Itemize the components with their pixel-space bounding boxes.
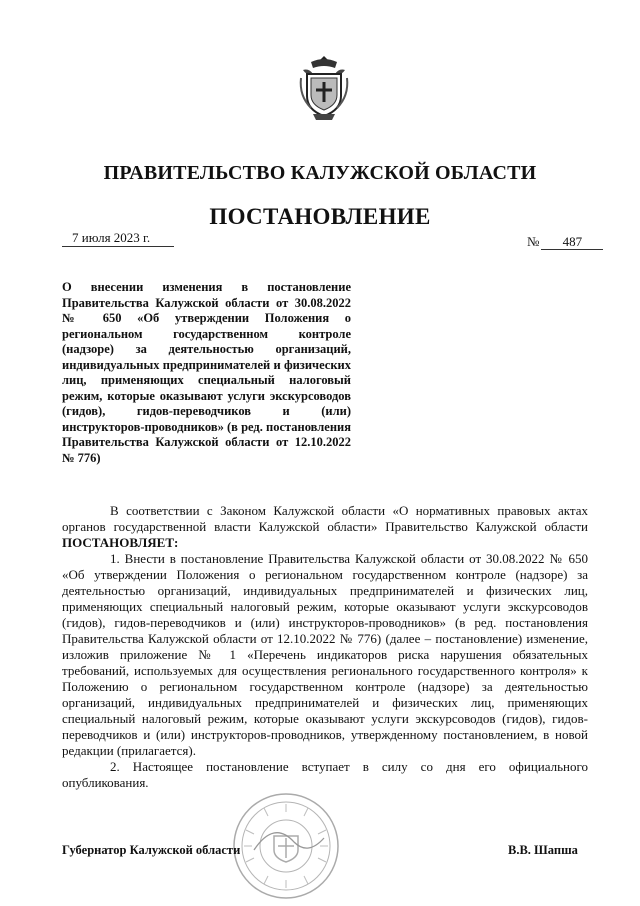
document-type: ПОСТАНОВЛЕНИЕ — [209, 204, 431, 229]
signatory-name: В.В. Шапша — [508, 843, 578, 857]
preamble-text: В соответствии с Законом Калужской области «О нормативных правовых актах органов государственной власти Калужской области» Правительство Калужской области — [62, 503, 588, 534]
number-value: 487 — [541, 234, 603, 250]
item-1-paragraph: 1. Внести в постановление Правительства Калужской области от 30.08.2022 № 650 «Об утверждении Положения о региональном государственном контроле (надзоре) за деятельностью организаций, индивидуальных предпринимателей и физических лиц, применяющих специальный налоговый режим, которые оказывают услуги экскурсоводов (гидов), гидов-переводчиков и (или) инструкторов-проводников» (в ред. постановления Правительства Калужской области от 12.10.2022 № 776) (далее – постановление) изменение, изложив приложение № 1 «Перечень индикаторов риска нарушения обязательных требований, используемых для осуществления регионального государственного контроля» к Положению о региональном государственном контроле (надзоре) за деятельностью организаций, индивидуальных предпринимателей и физических лиц, применяющих специальный налоговый режим, которые оказывают услуги экскурсоводов (гидов), гидов-переводчиков и (или) инструкторов-проводников, утвержденному постановлением, в новой редакции (прилагается). — [62, 551, 588, 758]
signatory-role: Губернатор Калужской области — [62, 843, 241, 857]
preamble-bold: ПОСТАНОВЛЯЕТ: — [62, 535, 179, 550]
item-2-paragraph: 2. Настоящее постановление вступает в силу со дня его официального опубликования. — [62, 759, 588, 790]
government-title: ПРАВИТЕЛЬСТВО КАЛУЖСКОЙ ОБЛАСТИ — [103, 162, 537, 184]
document-date: 7 июля 2023 г. — [62, 229, 174, 247]
number-sign: № — [527, 234, 540, 249]
seal-stamp-icon — [224, 790, 348, 902]
preamble-paragraph — [62, 503, 588, 551]
document-number — [527, 233, 603, 250]
document-body — [62, 503, 588, 791]
coat-of-arms-icon — [297, 52, 351, 122]
document-subject: О внесении изменения в постановление Правительства Калужской области от 30.08.2022 № 650 «Об утверждении Положения о региональном государственном контроле (надзоре) за деятельностью организаций, индивидуальных предпринимателей и физических лиц, применяющих специальный налоговый режим, которые оказывают услуги экскурсоводов (гидов), гидов-переводчиков и (или) инструкторов-проводников» (в ред. постановления Правительства Калужской области от 12.10.2022 № 776) — [62, 280, 351, 465]
